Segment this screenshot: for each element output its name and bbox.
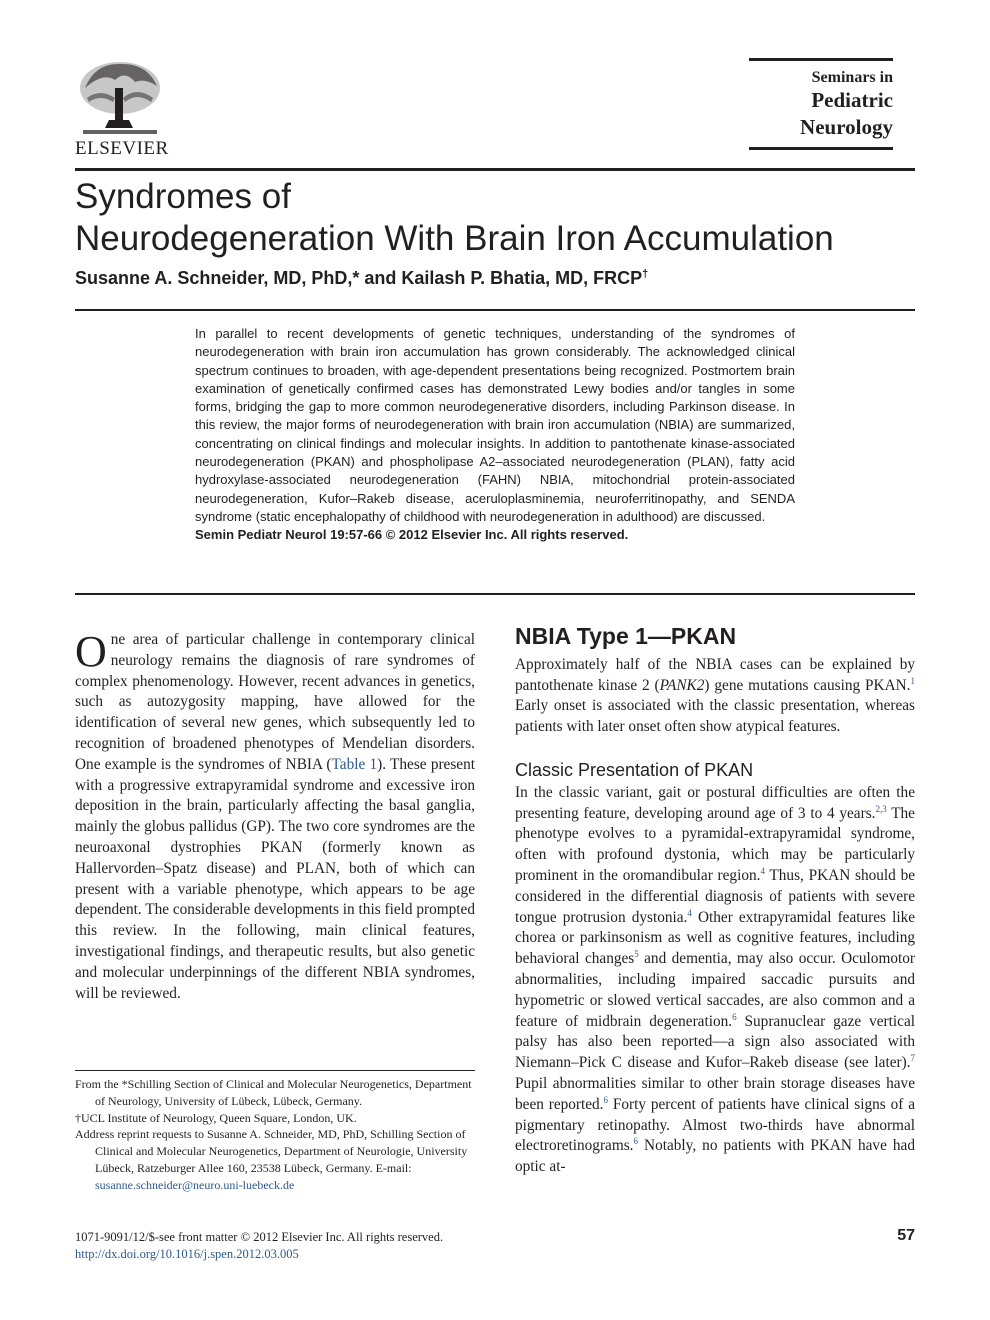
pkan-intro-a: Approximately half of the NBIA cases can be explained by pantothenate kinase 2 ( [515,655,915,694]
footer-info [75,1229,443,1263]
pkan-intro-paragraph [515,655,915,738]
article-title [75,176,834,260]
journal-line-1: Seminars in [811,69,893,86]
intro-text-a: ne area of particular challenge in contemporary clinical neurology remains the diagnosis of rare syndromes of complex phenomenology. However, recent advances in genetics, such as autozygosity mapping, have allowed for the identification of several new genes, which subsequently led to recognition of broadened phenotypes of Mendelian disorders. One example is the syndromes of NBIA ( [75,631,475,773]
author-affiliation-mark: † [642,268,649,280]
ref-link[interactable]: 1 [910,675,915,686]
pkan-intro-c: Early onset is associated with the classic presentation, whereas patients with later onset often show atypical features. [515,697,915,736]
journal-line-2: Pediatric [811,88,893,112]
footnote-divider [75,1070,475,1071]
text-s2: The phenotype evolves to a pyramidal-extrapyramidal syndrome, often with profound dystonia, which may be particularly prominent in the oromandibular region. [515,804,915,884]
drop-cap: O [75,627,107,676]
text-s1: In the classic variant, gait or postural difficulties are often the presenting feature, developing around age of 3 to 4 years. [515,783,915,822]
journal-badge [749,58,893,150]
classic-pkan-paragraph [515,783,915,1178]
email-label: E-mail: [375,1160,412,1175]
pkan-column [515,623,916,1178]
ref-link[interactable]: 4 [687,907,692,918]
publisher-name: ELSEVIER [75,138,169,159]
intro-paragraph [75,627,475,1004]
ref-link[interactable]: 2,3 [875,803,887,814]
ref-link[interactable]: 4 [760,865,765,876]
abstract-top-divider [75,309,915,311]
intro-text-b: ). These present with a progressive extrapyramidal syndrome and excessive iron deposition in the brain, particularly affecting the basal ganglia, mainly the globus pallidus (GP). The two core syndromes are the neuroaxonal dystrophies PKAN (formerly known as Hallervorden–Spatz disease) and PLAN, both of which can present with a variable phenotype, which appears to be age dependent. The considerable developments in this field prompted this review. In the following, main clinical features, investigational findings, and therapeutic results, but also genetic and molecular underpinnings of the different NBIA syndromes, will be reviewed. [75,755,475,1002]
ref-link[interactable]: 6 [603,1094,609,1105]
header-divider [75,168,915,171]
subsection-heading-classic-pkan: Classic Presentation of PKAN [515,759,754,780]
pkan-intro-b: ) gene mutations causing PKAN. [704,676,911,694]
ref-link[interactable]: 6 [732,1011,737,1022]
text-s9: Notably, no patients with PKAN have had optic at- [515,1137,915,1176]
abstract [195,325,795,545]
abstract-text: In parallel to recent developments of genetic techniques, understanding of the syndromes of neurodegeneration with brain iron accumulation has grown considerably. The acknowledged clinical spectrum continues to broaden, with age-dependent presentations being recognized. Postmortem brain examination of genetically confirmed cases has demonstrated Lewy bodies and/or tangles in some forms, bridging the gap to more common neurodegenerative disorders, including Parkinson disease. In this review, the major forms of neurodegeneration with brain iron accumulation (NBIA) are summarized, concentrating on clinical findings and molecular insights. In addition to pantothenate kinase-associated neurodegeneration (PKAN) and phospholipase A2–associated neurodegeneration (PLAN), fatty acid hydroxylase-associated neurodegeneration (FAHN) NBIA, mitochondrial protein-associated neurodegeneration, Kufor–Rakeb disease, aceruloplasminemia, neuroferritinopathy, and SENDA syndrome (static encephalopathy of childhood with neurodegeneration in adulthood) are discussed. [195,326,795,524]
abstract-citation: Semin Pediatr Neurol 19:57-66 © 2012 Elsevier Inc. All rights reserved. [195,527,629,543]
title-line-1: Syndromes of [75,177,291,216]
text-s3: Thus, PKAN should be considered in the differential diagnosis of patients with severe tongue protrusion dystonia. [515,866,916,926]
intro-column [75,627,475,1004]
text-s6: Supranuclear gaze vertical palsy has also been reported—a sign also associated with Niemann–Pick C disease and Kufor–Rakeb disease (see later). [515,1012,915,1072]
title-line-2: Neurodegeneration With Brain Iron Accumulation [75,219,834,258]
table-1-link[interactable]: Table 1 [331,755,378,773]
footnote-affiliation-1: From the *Schilling Section of Clinical and Molecular Neurogenetics, Department of Neurology, University of Lübeck, Lübeck, Germany. [75,1077,472,1108]
reprint-text: Address reprint requests to Susanne A. Schneider, MD, PhD, Schilling Section of Clinical and Molecular Neurogenetics, Department of Neurologie, University Lübeck, Ratzeburger Allee 160, 23538 Lübeck, Germany. [75,1127,468,1175]
text-s7: Pupil abnormalities similar to other brain storage diseases have been reported. [515,1074,915,1113]
journal-line-3: Neurology [800,115,893,139]
footnotes [75,1076,475,1194]
section-heading-nbia-type-1: NBIA Type 1—PKAN [515,623,737,649]
text-s5: and dementia, may also occur. Oculomotor abnormalities, including impaired saccadic pursuits and hypometric or slowed vertical saccades, are also common and a feature of midbrain degeneration. [515,950,915,1030]
footnote-affiliation-2: †UCL Institute of Neurology, Queen Square, London, UK. [75,1110,357,1125]
authors-text: Susanne A. Schneider, MD, PhD,* and Kailash P. Bhatia, MD, FRCP [75,268,643,288]
issn-line: 1071-9091/12/$-see front matter © 2012 Elsevier Inc. All rights reserved. [75,1230,444,1244]
abstract-bottom-divider [75,593,915,595]
text-s8: Forty percent of patients have clinical signs of a pigmentary retinopathy. Almost two-thirds have abnormal electroretinograms. [515,1095,915,1155]
ref-link[interactable]: 5 [634,949,639,960]
elsevier-tree-logo [75,58,165,138]
text-s4: Other extrapyramidal features like chorea or parkinsonism as well as cognitive features, including behavioral changes [515,908,916,968]
author-list [75,268,648,289]
doi-link[interactable]: http://dx.doi.org/10.1016/j.spen.2012.03.005 [75,1246,299,1261]
gene-name: PANK2 [659,676,705,694]
page-number: 57 [897,1227,915,1244]
author-email-link[interactable]: susanne.schneider@neuro.uni-luebeck.de [95,1177,295,1192]
ref-link[interactable]: 6 [633,1136,638,1147]
ref-link[interactable]: 7 [910,1053,915,1064]
footnote-reprint [75,1126,475,1193]
